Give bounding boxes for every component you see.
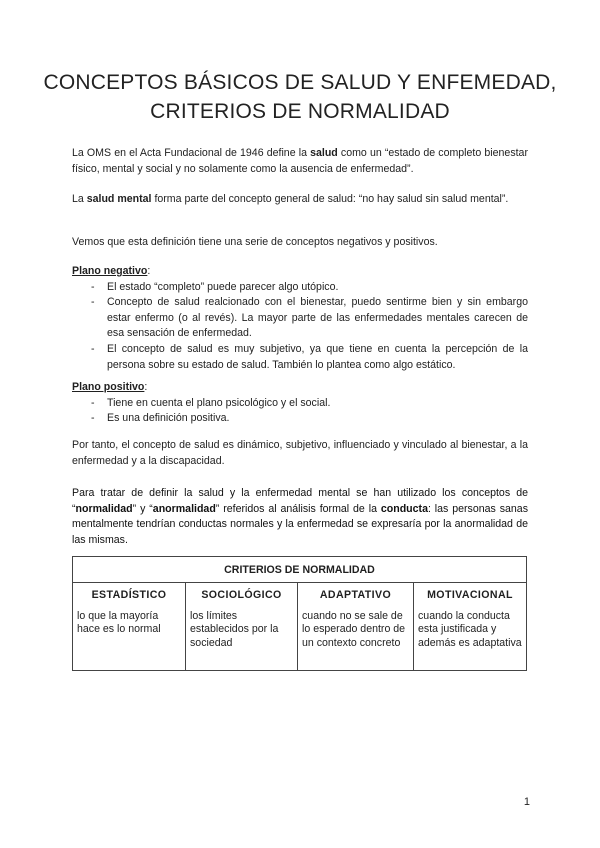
column-header: SOCIOLÓGICO xyxy=(201,589,282,601)
bold-term-normalidad: normalidad xyxy=(75,502,133,515)
section-plano-positivo xyxy=(72,380,528,427)
list-item: - El estado “completo” puede parecer algo utópico. xyxy=(72,280,528,296)
heading-plano-positivo: Plano positivo xyxy=(72,381,145,393)
text: La OMS en el Acta Fundacional de 1946 define la xyxy=(72,147,311,159)
section-plano-negativo xyxy=(72,264,528,373)
paragraph-conceptos: Vemos que esta definición tiene una serie de conceptos negativos y positivos. xyxy=(72,236,438,248)
table-column-adaptativo xyxy=(297,583,413,670)
paragraph-normalidad xyxy=(72,486,528,548)
column-header: ADAPTATIVO xyxy=(319,589,392,601)
text: forma parte del concepto general de salud: “no hay salud sin salud mental”. xyxy=(151,193,509,205)
table-column-motivacional xyxy=(413,583,526,670)
text: : las personas sanas mentalmente tendrían conductas normales y la enfermedad se expresaría por la anormalidad de las mismas. xyxy=(72,502,528,546)
text: como un “estado de completo bienestar físico, mental y social y no solamente como la ausencia de enfermedad”. xyxy=(72,147,528,175)
column-cell: cuando la conducta esta justificada y además es adaptativa xyxy=(418,610,522,649)
column-header: ESTADÍSTICO xyxy=(91,589,167,601)
bold-term-salud: salud xyxy=(310,147,338,159)
bold-term-anormalidad: anormalidad xyxy=(152,502,216,515)
table-column-estadistico xyxy=(73,583,185,670)
column-header: MOTIVACIONAL xyxy=(427,589,513,601)
list-item: - Tiene en cuenta el plano psicológico y el social. xyxy=(72,396,528,412)
column-cell: los límites establecidos por la sociedad xyxy=(190,610,279,649)
page-title: CONCEPTOS BÁSICOS DE SALUD Y ENFEMEDAD, CRITERIOS DE NORMALIDAD xyxy=(43,71,557,123)
list-item: - Es una definición positiva. xyxy=(72,411,528,427)
column-cell: lo que la mayoría hace es lo normal xyxy=(77,610,161,636)
section-heading: Plano positivo: xyxy=(72,381,148,393)
page-number: 1 xyxy=(523,796,530,808)
list-plano-negativo xyxy=(72,280,528,374)
list-item: - Concepto de salud realcionado con el bienestar, puedo sentirme bien y sin embargo estar enfermo (o al revés). La mayor parte de las enfermedades mentales carecen de esa sensación de enfermedad. xyxy=(72,295,528,342)
list-item: - El concepto de salud es muy subjetivo, ya que tiene en cuenta la percepción de la persona sobre su estado de salud. También lo plantea como algo estático. xyxy=(72,342,528,373)
bold-term-conducta: conducta xyxy=(380,502,428,515)
paragraph-conclusion: Por tanto, el concepto de salud es dinámico, subjetivo, influenciado y vinculado al bienestar, a la enfermedad y a la discapacidad. xyxy=(72,439,528,467)
list-plano-positivo xyxy=(72,396,528,427)
column-cell: cuando no se sale de lo esperado dentro de un contexto concreto xyxy=(302,610,406,649)
text: Para tratar de definir la salud y la enfermedad mental se han utilizado los conceptos de “ xyxy=(72,487,528,515)
table-title: CRITERIOS DE NORMALIDAD xyxy=(73,557,526,583)
bold-term-salud-mental: salud mental xyxy=(86,193,152,205)
paragraph-salud-mental xyxy=(72,192,528,208)
section-heading: Plano negativo: xyxy=(72,265,151,277)
criterios-table xyxy=(72,556,527,671)
paragraph-oms-definition xyxy=(72,146,528,177)
heading-plano-negativo: Plano negativo xyxy=(72,265,148,277)
text: La xyxy=(72,193,87,205)
text: ” referidos al análisis formal de la xyxy=(215,502,381,515)
table-column-sociologico xyxy=(185,583,297,670)
text: ” y “ xyxy=(132,502,153,515)
